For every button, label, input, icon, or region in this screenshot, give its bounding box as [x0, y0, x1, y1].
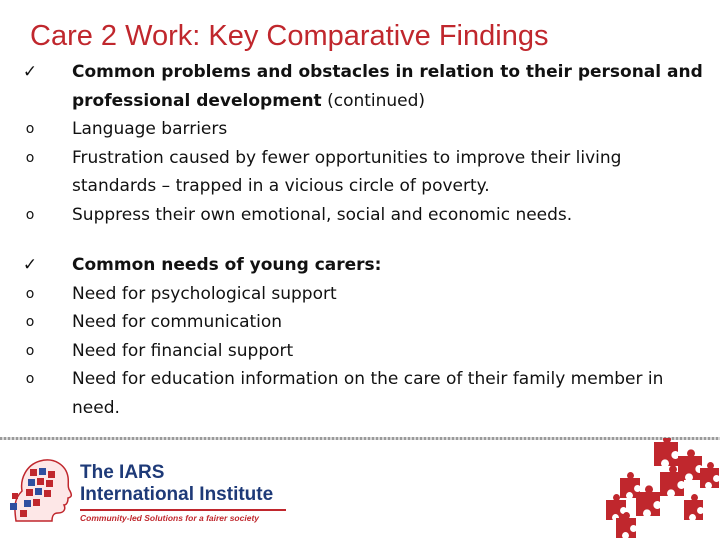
- list-item-text: Need for financial support: [72, 340, 294, 361]
- section2-heading: Common needs of young carers:: [72, 255, 382, 275]
- section-heading: [18, 251, 708, 280]
- list-item-text: Need for communication: [72, 312, 283, 332]
- list-item: [18, 144, 708, 201]
- bullet-icon: o: [25, 285, 35, 302]
- list-item-text: Language barriers: [72, 119, 228, 139]
- slide-title: Care 2 Work: Key Comparative Findings: [30, 20, 549, 52]
- checkmark-icon: ✓: [22, 62, 38, 82]
- bullet-icon: o: [25, 314, 35, 330]
- list-item: [18, 115, 708, 144]
- bullet-icon: o: [25, 206, 35, 223]
- iars-brand: [80, 462, 286, 523]
- puzzle-pieces-icon: [596, 438, 720, 545]
- bullet-icon: o: [25, 371, 35, 387]
- list-item: [18, 201, 708, 230]
- puzzle-head-icon: [8, 455, 78, 532]
- section-heading: [18, 58, 708, 115]
- bullet-icon: o: [25, 342, 35, 359]
- list-item-text: Need for psychological support: [72, 283, 337, 304]
- checkmark-icon: ✓: [22, 255, 38, 275]
- section1-heading: Common problems and obstacles in relation to their personal and professional development: [72, 62, 703, 111]
- list-item: [18, 308, 708, 337]
- list-item: [18, 280, 708, 309]
- list-item-text: Suppress their own emotional, social and economic needs.: [72, 204, 573, 225]
- brand-name-line2: International Institute: [80, 484, 274, 505]
- list-item: [18, 365, 708, 422]
- list-item-text: Need for education information on the care of their family member in need.: [72, 369, 664, 418]
- brand-name-line1: The IARS: [80, 462, 165, 483]
- slide-body: [18, 58, 708, 422]
- bullet-icon: o: [25, 121, 35, 137]
- brand-underline: [80, 509, 286, 511]
- brand-tagline: Community-led Solutions for a fairer society: [80, 513, 260, 523]
- bullet-icon: o: [25, 149, 35, 166]
- list-item-text: Frustration caused by fewer opportunities to improve their living standards – trapped in a vicious circle of poverty.: [72, 147, 622, 196]
- section-spacer: [18, 229, 708, 251]
- section1-heading-suffix: (continued): [327, 90, 426, 111]
- list-item: [18, 337, 708, 366]
